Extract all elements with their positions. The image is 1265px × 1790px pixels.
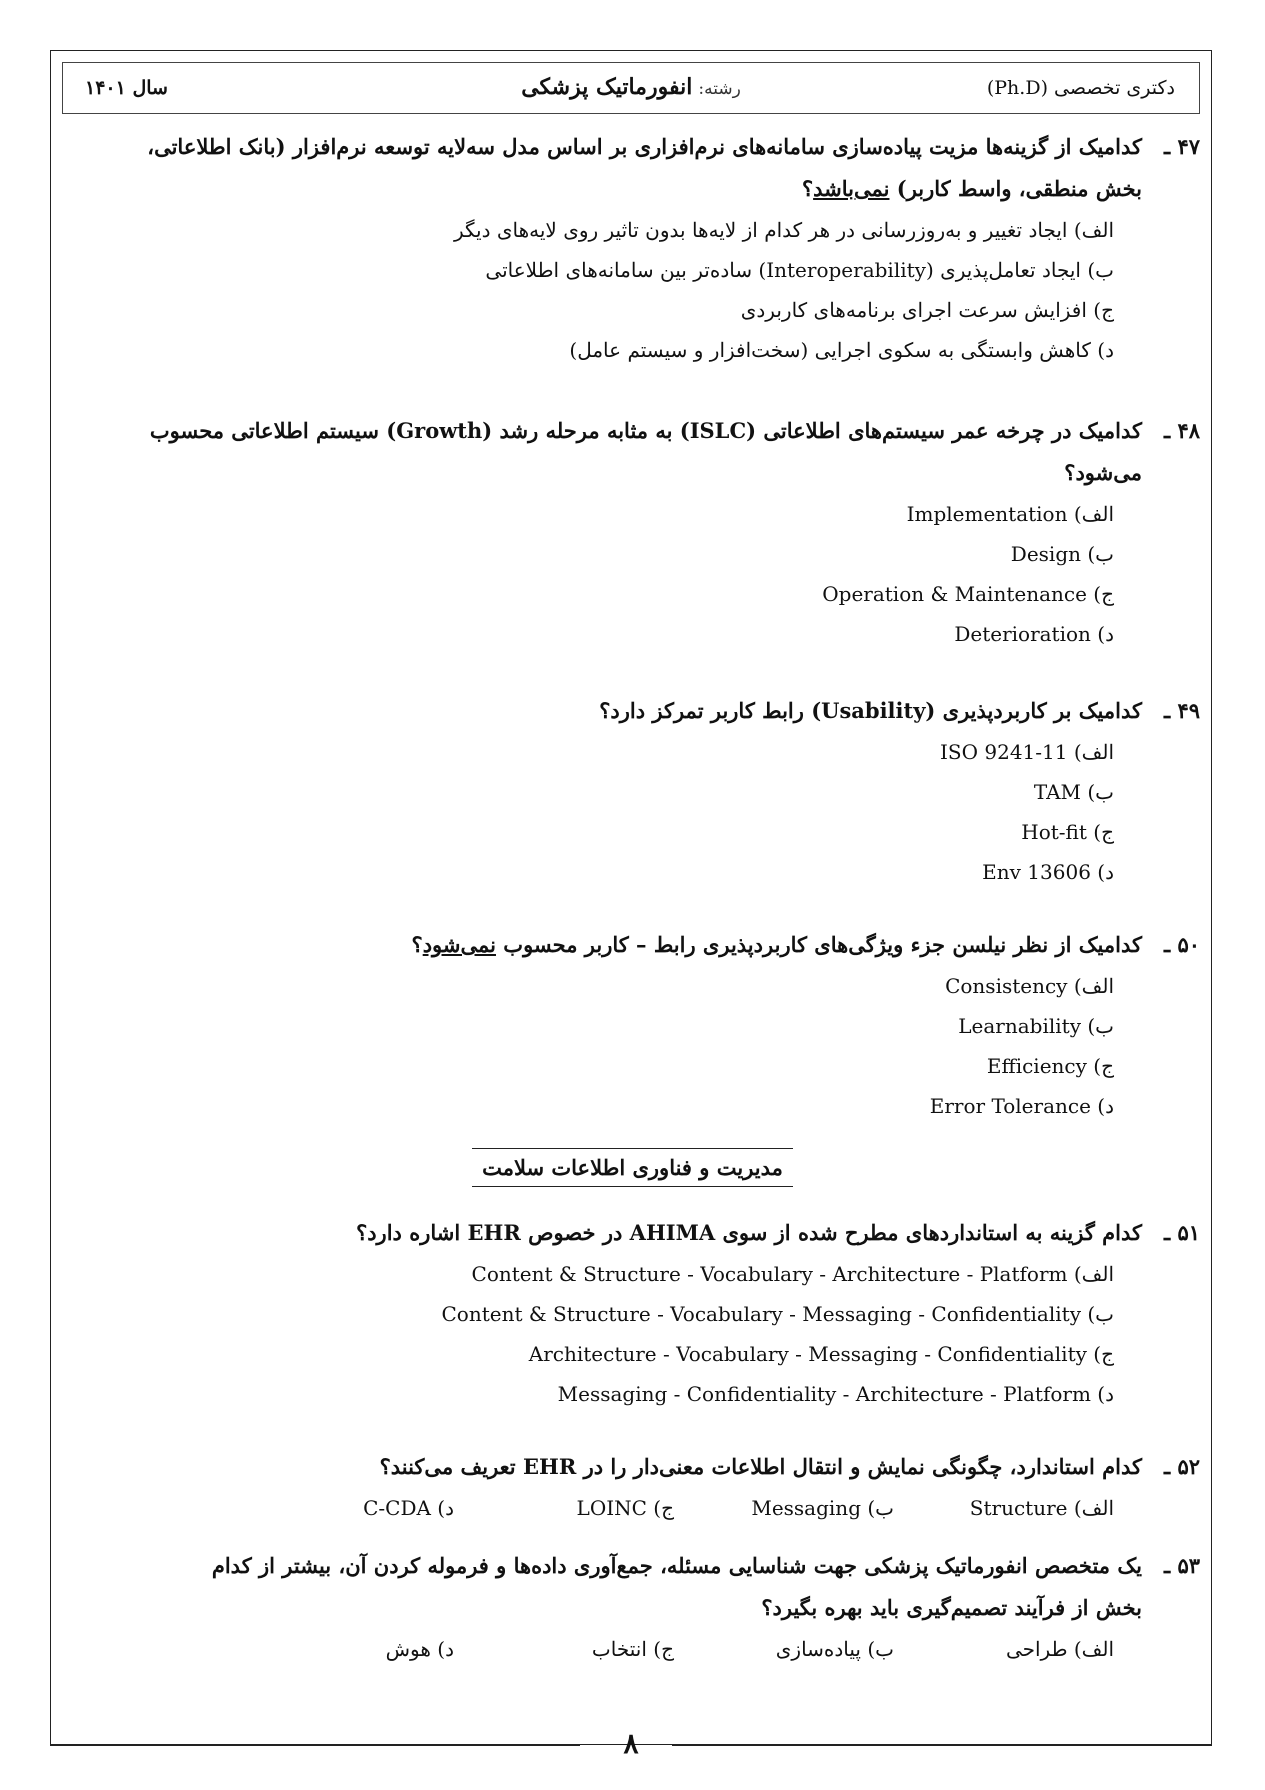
option-b[interactable]: ب) پیاده‌سازی xyxy=(775,1637,894,1661)
option-b[interactable]: ب) Content & Structure - Vocabulary - Messaging - Confidentiality xyxy=(441,1302,1114,1326)
options-row xyxy=(65,1629,1200,1669)
question-stem: ۴۸ ـکدامیک در چرخه عمر سیستم‌های اطلاعاتی (ISLC) به مثابه مرحله رشد (Growth) سیستم اطلاعاتی محسوب می‌شود؟ xyxy=(65,410,1200,494)
question-stem: ۵۳ ـیک متخصص انفورماتیک پزشکی جهت شناسایی مسئله، جمع‌آوری داده‌ها و فرموله کردن آن، بیشتر از کدام بخش از فرآیند تصمیم‌گیری باید بهره بگیرد؟ xyxy=(65,1545,1200,1629)
options-list xyxy=(65,966,1200,1126)
option-d[interactable]: د) Error Tolerance xyxy=(929,1094,1114,1118)
question-47 xyxy=(65,126,1200,370)
question-stem: ۵۰ ـکدامیک از نظر نیلسن جزء ویژگی‌های کاربردپذیری رابط – کاربر محسوب نمی‌شود؟ xyxy=(65,924,1200,966)
page-number: ۸ xyxy=(623,1727,639,1760)
option-c[interactable]: ج) LOINC xyxy=(576,1496,674,1520)
exam-year: سال ۱۴۰۱ xyxy=(85,77,168,99)
question-stem: ۴۹ ـکدامیک بر کاربردپذیری (Usability) رابط کاربر تمرکز دارد؟ xyxy=(65,690,1200,732)
question-number: ۵۱ ـ xyxy=(1163,1220,1200,1245)
negation-underline: نمی‌شود xyxy=(422,932,496,957)
question-number: ۵۳ ـ xyxy=(1163,1553,1200,1578)
option-a[interactable]: الف) Structure xyxy=(969,1496,1114,1520)
field-label: رشته: xyxy=(698,79,741,99)
question-number: ۵۰ ـ xyxy=(1163,932,1200,957)
negation-underline: نمی‌باشد xyxy=(813,176,890,201)
option-a[interactable]: الف) طراحی xyxy=(1005,1637,1114,1661)
question-51 xyxy=(65,1212,1200,1414)
option-c[interactable]: ج) Hot-fit xyxy=(1021,820,1114,844)
option-c[interactable]: ج) افزایش سرعت اجرای برنامه‌های کاربردی xyxy=(740,298,1114,322)
option-d[interactable]: د) Deterioration xyxy=(954,622,1114,646)
question-stem: ۴۷ ـکدامیک از گزینه‌ها مزیت پیاده‌سازی سامانه‌های نرم‌افزاری بر اساس مدل سه‌لایه توسعه نرم‌افزار (بانک اطلاعاتی، بخش منطقی، واسط کاربر) نمی‌باشد؟ xyxy=(65,126,1200,210)
options-row xyxy=(65,1488,1200,1528)
option-c[interactable]: ج) انتخاب xyxy=(591,1637,674,1661)
footer-rule-right xyxy=(672,1745,1212,1746)
page-footer xyxy=(50,1725,1212,1765)
option-d[interactable]: د) کاهش وابستگی به سکوی اجرایی (سخت‌افزار و سیستم عامل) xyxy=(569,338,1114,362)
question-stem: ۵۲ ـکدام استاندارد، چگونگی نمایش و انتقال اطلاعات معنی‌دار را در EHR تعریف می‌کنند؟ xyxy=(65,1446,1200,1488)
question-52 xyxy=(65,1446,1200,1528)
options-list xyxy=(65,1254,1200,1414)
question-53 xyxy=(65,1545,1200,1669)
options-list xyxy=(65,732,1200,892)
option-c[interactable]: ج) Operation & Maintenance xyxy=(822,582,1114,606)
option-b[interactable]: ب) Messaging xyxy=(751,1496,894,1520)
option-d[interactable]: د) Messaging - Confidentiality - Architecture - Platform xyxy=(557,1382,1114,1406)
field-value: انفورماتیک پزشکی xyxy=(521,74,693,100)
field-title xyxy=(63,74,1199,100)
option-a[interactable]: الف) Content & Structure - Vocabulary - Architecture - Platform xyxy=(471,1262,1114,1286)
option-b[interactable]: ب) Learnability xyxy=(958,1014,1114,1038)
options-list xyxy=(65,494,1200,654)
exam-header xyxy=(62,62,1200,114)
question-50 xyxy=(65,924,1200,1126)
option-b[interactable]: ب) TAM xyxy=(1033,780,1114,804)
section-title: مدیریت و فناوری اطلاعات سلامت xyxy=(0,1148,1265,1187)
option-c[interactable]: ج) Efficiency xyxy=(986,1054,1114,1078)
option-a[interactable]: الف) Consistency xyxy=(945,974,1114,998)
option-b[interactable]: ب) ایجاد تعامل‌پذیری (Interoperability) ساده‌تر بین سامانه‌های اطلاعاتی xyxy=(485,258,1114,282)
option-d[interactable]: د) C-CDA xyxy=(363,1496,454,1520)
question-stem: ۵۱ ـکدام گزینه به استانداردهای مطرح شده از سوی AHIMA در خصوص EHR اشاره دارد؟ xyxy=(65,1212,1200,1254)
option-c[interactable]: ج) Architecture - Vocabulary - Messaging - Confidentiality xyxy=(528,1342,1114,1366)
question-number: ۴۷ ـ xyxy=(1163,134,1200,159)
option-d[interactable]: د) Env 13606 xyxy=(982,860,1114,884)
option-a[interactable]: الف) ISO 9241-11 xyxy=(940,740,1114,764)
degree-label: دکتری تخصصی (Ph.D) xyxy=(986,77,1175,99)
options-list xyxy=(65,210,1200,370)
option-a[interactable]: الف) ایجاد تغییر و به‌روزرسانی در هر کدام از لایه‌ها بدون تاثیر روی لایه‌های دیگر xyxy=(453,218,1114,242)
question-number: ۴۸ ـ xyxy=(1163,418,1200,443)
question-48 xyxy=(65,410,1200,654)
question-number: ۵۲ ـ xyxy=(1163,1454,1200,1479)
option-a[interactable]: الف) Implementation xyxy=(906,502,1114,526)
question-number: ۴۹ ـ xyxy=(1163,698,1200,723)
option-d[interactable]: د) هوش xyxy=(385,1637,454,1661)
option-b[interactable]: ب) Design xyxy=(1010,542,1114,566)
question-49 xyxy=(65,690,1200,892)
